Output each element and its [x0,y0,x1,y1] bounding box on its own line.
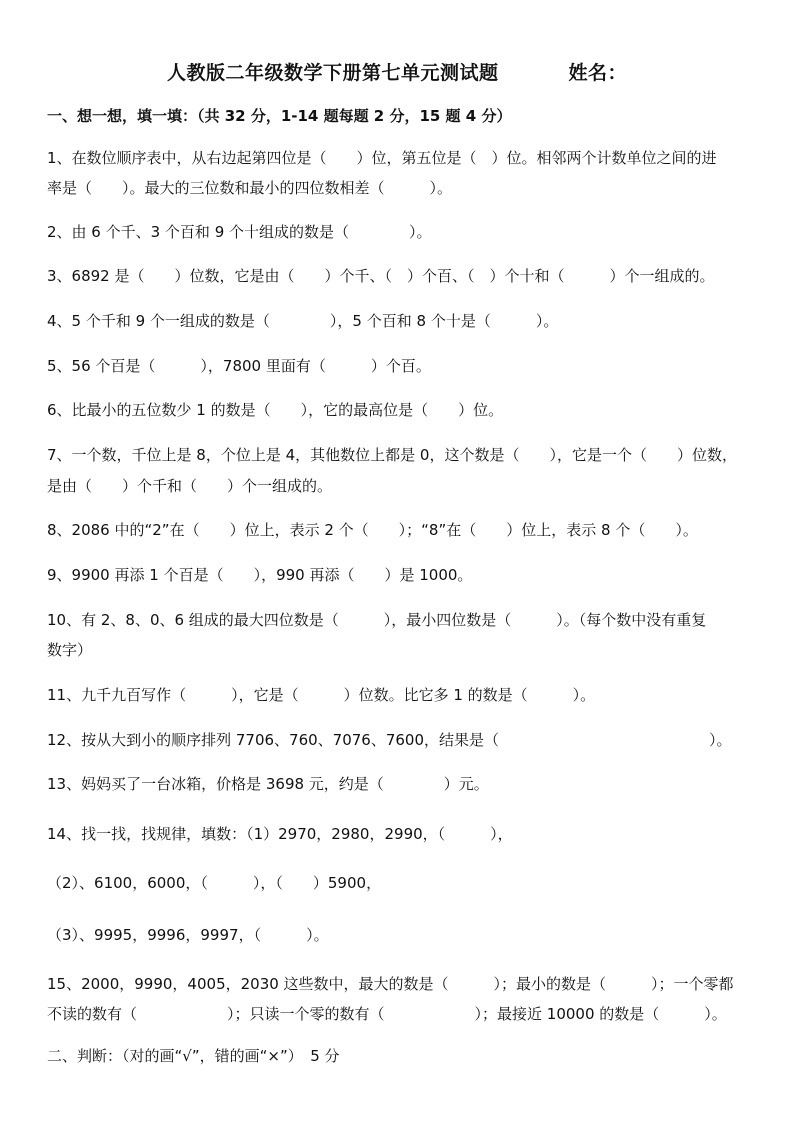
question-line: 14、找一找，找规律，填数：（1）2970，2980，2990，（ ）， [47,825,513,843]
question-line: 1、在数位顺序表中，从右边起第四位是（ ）位，第五位是（ ）位。相邻两个计数单位之间的进 [47,149,717,167]
question-line: 6、比最小的五位数少 1 的数是（ ），它的最高位是（ ）位。 [47,401,504,419]
question-line: 2、由 6 个千、3 个百和 9 个十组成的数是（ ）。 [47,223,432,241]
name-label: 姓名： [568,62,628,84]
question-line: 4、5 个千和 9 个一组成的数是（ ），5 个百和 8 个十是（ ）。 [47,312,559,330]
question-line: 是由（ ）个千和（ ）个一组成的。 [47,477,333,495]
section-heading-fill-in: 一、想一想，填一填：（共 32 分，1-14 题每题 2 分，15 题 4 分） [47,107,512,125]
question-line: 9、9900 再添 1 个百是（ ），990 再添（ ）是 1000。 [47,566,473,584]
question-line: 5、56 个百是（ ），7800 里面有（ ）个百。 [47,357,431,375]
question-line: 11、九千九百写作（ ），它是（ ）位数。比它多 1 的数是（ ）。 [47,686,596,704]
question-line: 8、2086 中的“2”在（ ）位上，表示 2 个（ ）；“8”在（ ）位上，表示 8 个（ ）。 [47,521,698,539]
question-line: 率是（ ）。最大的三位数和最小的四位数相差（ ）。 [47,179,453,197]
question-line: 12、按从大到小的顺序排列 7706、760、7076、7600，结果是（ ）。 [47,731,732,749]
question-line: 10、有 2、8、0、6 组成的最大四位数是（ ），最小四位数是（ ）。（每个数中没有重复 [47,611,707,629]
question-line: （2）、6100，6000，（ ），（ ）5900， [47,874,382,892]
section-heading-true-false: 二、判断：（对的画“√”，错的画“×”） 5 分 [47,1047,340,1065]
worksheet-title: 人教版二年级数学下册第七单元测试题 [166,62,499,84]
question-line: 数字） [47,641,93,659]
question-line: 不读的数有（ ）；只读一个零的数有（ ）；最接近 10000 的数是（ ）。 [47,1005,727,1023]
question-line: 3、6892 是（ ）位数，它是由（ ）个千、（ ）个百、（ ）个十和（ ）个一组成的。 [47,267,715,285]
question-line: 13、妈妈买了一台冰箱，价格是 3698 元，约是（ ）元。 [47,775,489,793]
question-line: 7、一个数，千位上是 8，个位上是 4，其他数位上都是 0，这个数是（ ），它是一个（ ）位数， [47,446,737,464]
page-title [0,58,794,85]
question-line: （3）、9995，9996，9997，（ ）。 [47,926,329,944]
question-line: 15、2000，9990，4005，2030 这些数中，最大的数是（ ）；最小的数是（ ）；一个零都 [47,975,734,993]
